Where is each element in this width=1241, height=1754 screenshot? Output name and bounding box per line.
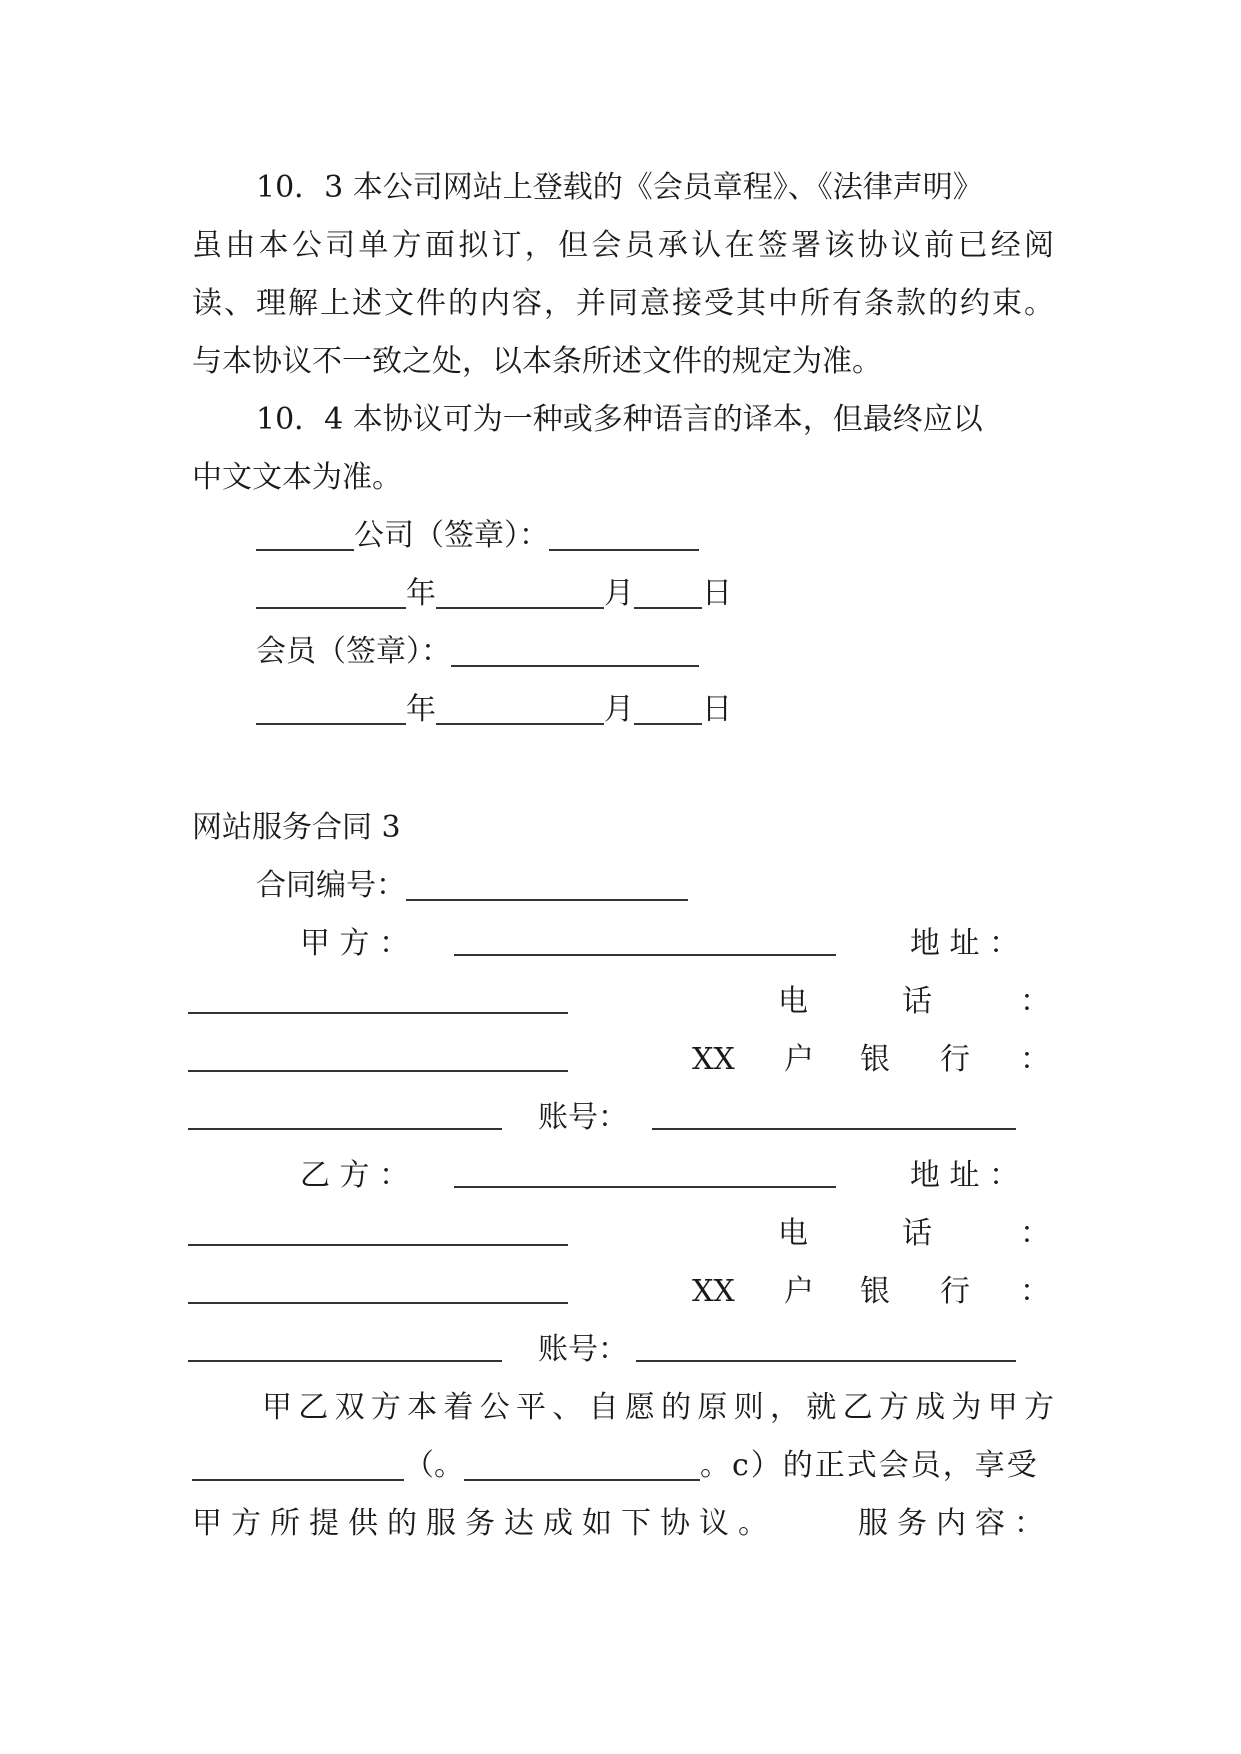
clause-10-3-line-1: 10．3 本公司网站上登载的《会员章程》、《法律声明》: [256, 170, 983, 205]
party-b-bank-colon: ：: [1020, 1274, 1050, 1309]
party-a-bank-char-1: 户: [784, 1042, 814, 1077]
day-blank[interactable]: [634, 607, 702, 609]
party-b-account-label: 账号：: [538, 1332, 628, 1367]
year-blank[interactable]: [256, 607, 406, 609]
body-blank-1[interactable]: [192, 1479, 404, 1481]
body-line-2-mid: （。: [404, 1448, 464, 1483]
company-name-blank[interactable]: [256, 549, 354, 551]
company-date-line: [256, 574, 1118, 614]
company-signature-blank[interactable]: [549, 549, 699, 551]
day-blank[interactable]: [634, 723, 702, 725]
month-label: 月: [604, 576, 634, 611]
party-a-name-blank[interactable]: [454, 954, 836, 956]
party-b-phone-blank[interactable]: [188, 1302, 568, 1304]
contract-number-line: [256, 866, 1118, 906]
party-b-account-blank[interactable]: [636, 1360, 1016, 1362]
body-blank-2[interactable]: [464, 1479, 700, 1481]
year-label: 年: [406, 576, 436, 611]
party-a-address-blank[interactable]: [188, 1012, 568, 1014]
member-signature-label: 会员（签章）：: [256, 634, 451, 669]
party-a-phone-colon: ：: [1020, 984, 1050, 1019]
party-b-bank-blank[interactable]: [188, 1360, 502, 1362]
party-b-address-label: 地 址 ：: [910, 1158, 1020, 1193]
party-a-bank-blank[interactable]: [188, 1128, 502, 1130]
member-date-line: [256, 690, 1118, 730]
party-b-phone-char-2: 话: [902, 1216, 932, 1251]
company-signature-label: 公司（签章）：: [354, 518, 549, 553]
member-signature-blank[interactable]: [451, 665, 699, 667]
party-b-phone-char-1: 电: [778, 1216, 808, 1251]
company-signature-line: [256, 516, 1118, 556]
body-line-3-right: 服务内容：: [858, 1506, 1053, 1541]
party-a-address-label: 地 址 ：: [910, 926, 1020, 961]
party-a-bank-xx: XX: [692, 1042, 735, 1077]
clause-10-3-line-3: 读、理解上述文件的内容，并同意接受其中所有条款的约束。: [192, 286, 1054, 321]
day-label: 日: [702, 576, 732, 611]
year-blank[interactable]: [256, 723, 406, 725]
party-b-bank-xx: XX: [692, 1274, 735, 1309]
party-b-address-blank[interactable]: [188, 1244, 568, 1246]
clause-10-4-line-1: 10．4 本协议可为一种或多种语言的译本，但最终应以: [256, 402, 983, 437]
day-label: 日: [702, 692, 732, 727]
party-a-bank-char-3: 行: [940, 1042, 970, 1077]
contract-title: 网站服务合同 3: [192, 810, 401, 845]
party-a-bank-char-2: 银: [860, 1042, 890, 1077]
contract-number-label: 合同编号：: [256, 868, 406, 903]
member-signature-line: [256, 632, 1118, 672]
party-a-phone-char-2: 话: [902, 984, 932, 1019]
month-label: 月: [604, 692, 634, 727]
party-b-name-blank[interactable]: [454, 1186, 836, 1188]
contract-number-blank[interactable]: [406, 899, 688, 901]
clause-10-4-line-2: 中文文本为准。: [192, 460, 402, 495]
party-b-bank-char-1: 户: [784, 1274, 814, 1309]
party-a-account-label: 账号：: [538, 1100, 628, 1135]
party-a-phone-char-1: 电: [778, 984, 808, 1019]
body-line-2-end: 。c）的正式会员，享受: [700, 1448, 1039, 1483]
year-label: 年: [406, 692, 436, 727]
body-line-2: [192, 1446, 1054, 1486]
body-line-3-left: 甲方所提供的服务达成如下协议。: [192, 1506, 777, 1541]
party-b-phone-colon: ：: [1020, 1216, 1050, 1251]
body-line-1: 甲乙双方本着公平、自愿的原则，就乙方成为甲方: [262, 1390, 1054, 1425]
party-a-account-blank[interactable]: [652, 1128, 1016, 1130]
party-b-bank-char-2: 银: [860, 1274, 890, 1309]
party-b-label: 乙 方 ：: [300, 1158, 410, 1193]
party-a-label: 甲 方 ：: [300, 926, 410, 961]
month-blank[interactable]: [436, 607, 604, 609]
month-blank[interactable]: [436, 723, 604, 725]
party-b-bank-char-3: 行: [940, 1274, 970, 1309]
party-a-phone-blank[interactable]: [188, 1070, 568, 1072]
clause-10-3-line-2: 虽由本公司单方面拟订，但会员承认在签署该协议前已经阅: [192, 228, 1054, 263]
clause-10-3-line-4: 与本协议不一致之处，以本条所述文件的规定为准。: [192, 344, 882, 379]
party-a-bank-colon: ：: [1020, 1042, 1050, 1077]
